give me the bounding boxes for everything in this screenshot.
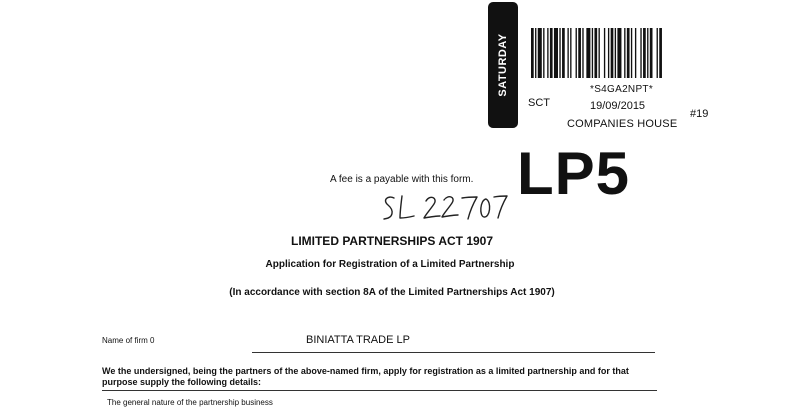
office-code: SCT: [528, 97, 550, 109]
day-stamp-label: SATURDAY: [497, 33, 509, 97]
firm-name-value: BINIATTA TRADE LP: [306, 334, 410, 346]
declaration-underline: [102, 390, 657, 391]
day-stamp-tab: [488, 2, 518, 128]
firm-name-underline: [252, 352, 655, 353]
handwritten-reference: [380, 192, 510, 226]
form-code: LP5: [517, 140, 631, 207]
declaration-text: We the undersigned, being the partners of the above-named firm, apply for registration as a limited partnership and for that purpose supply the following details:: [102, 366, 629, 387]
business-nature-label: The general nature of the partnership business: [107, 398, 273, 407]
stamp-number: #19: [690, 108, 709, 120]
act-title: LIMITED PARTNERSHIPS ACT 1907: [290, 234, 494, 248]
firm-name-label: Name of firm 0: [102, 336, 155, 345]
received-date: 19/09/2015: [590, 100, 646, 112]
accordance-note: (In accordance with section 8A of the Limited Partnerships Act 1907): [229, 287, 555, 298]
application-title: Application for Registration of a Limited Partnership: [265, 259, 515, 270]
barcode-code: *S4GA2NPT*: [590, 84, 654, 95]
fee-note: A fee is a payable with this form.: [330, 174, 474, 185]
registry-name: COMPANIES HOUSE: [567, 118, 678, 130]
barcode: [531, 28, 721, 78]
